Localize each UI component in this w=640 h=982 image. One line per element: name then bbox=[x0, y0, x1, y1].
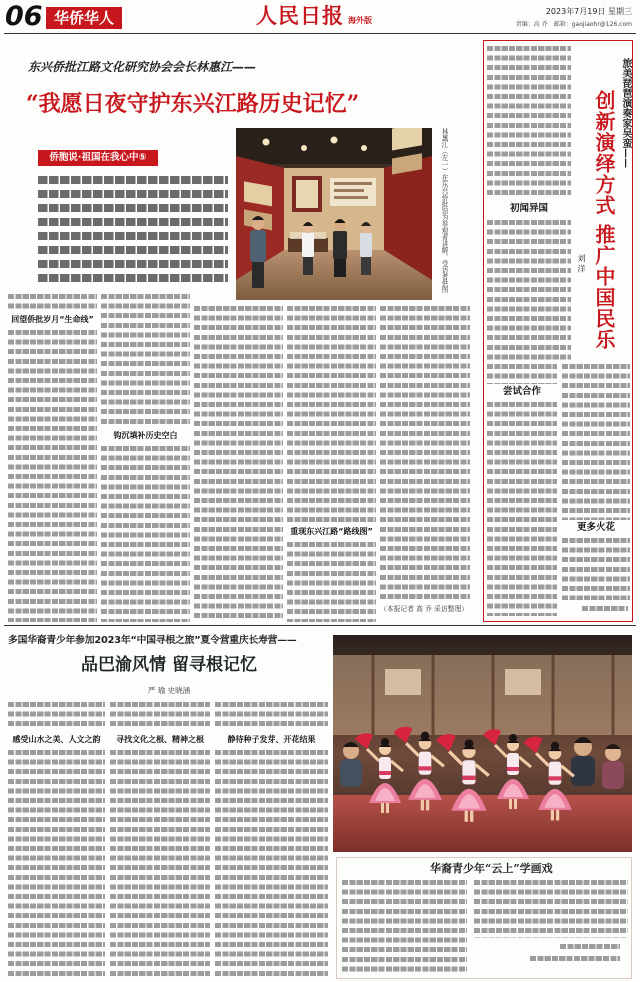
article-body-text bbox=[8, 330, 97, 622]
article-body-text bbox=[8, 702, 105, 730]
article-body-text bbox=[287, 542, 376, 622]
article-body-text bbox=[487, 364, 557, 384]
sidebar-body-text bbox=[342, 880, 467, 974]
article-divider bbox=[4, 625, 636, 626]
bottom-article-photo bbox=[333, 635, 632, 852]
sidebar-photo-credit bbox=[560, 944, 620, 949]
sidebar-body-text bbox=[474, 880, 628, 938]
article-body-text bbox=[215, 702, 328, 730]
article-body-text bbox=[562, 538, 630, 600]
article-body-text bbox=[8, 294, 97, 312]
top-article-title: “我愿日夜守护东兴江路历史记忆” bbox=[26, 91, 360, 117]
editor-line: 责编：高 乔 邮箱：gaojiaohr@126.com bbox=[515, 21, 632, 28]
masthead: 人民日报 bbox=[256, 3, 344, 28]
article-body-text bbox=[487, 220, 571, 360]
top-photo-caption: 林惠江（左一）在东兴侨批馆为参观者讲解。受访者供图 bbox=[440, 128, 448, 293]
bottom-article-author: 严 瑜 史晓涵 bbox=[147, 686, 191, 695]
visitor-figure bbox=[360, 222, 372, 275]
guide-figure bbox=[302, 222, 314, 275]
top-article-byline: （本报记者 高 乔 采访整理） bbox=[380, 605, 469, 613]
article-body-text bbox=[110, 702, 210, 730]
issue-date: 2023年7月19日 星期三 bbox=[545, 7, 632, 16]
article-body-text bbox=[380, 306, 470, 602]
section-heading: 钩沉填补历史空白 bbox=[113, 431, 178, 440]
section-heading: 感受山水之美、人文之韵 bbox=[12, 735, 101, 744]
side-article-author: 刘 洋 bbox=[577, 254, 586, 273]
museum-hall-photo bbox=[236, 128, 432, 300]
side-article-title-line2: 推广中国民乐 bbox=[592, 224, 616, 350]
article-body-text bbox=[287, 306, 376, 524]
article-body-text bbox=[215, 750, 328, 980]
sidebar-photo-credit bbox=[530, 956, 620, 961]
top-article-photo bbox=[236, 128, 432, 300]
side-article-quote bbox=[487, 46, 571, 198]
masthead-edition: 海外版 bbox=[348, 15, 372, 25]
article-body-text bbox=[101, 294, 190, 428]
article-body-text bbox=[562, 364, 630, 520]
side-article-title-line1: 创新演绎方式 bbox=[592, 90, 616, 216]
article-body-text bbox=[487, 402, 557, 616]
section-heading: 寻找文化之根、精神之根 bbox=[116, 735, 204, 744]
header-rule bbox=[4, 33, 636, 34]
page-number: 06 bbox=[5, 1, 43, 32]
top-article-intro bbox=[38, 176, 228, 288]
bottom-article-title: 品巴渝风情 留寻根记忆 bbox=[81, 655, 257, 675]
section-heading: 重现东兴江路“路线图” bbox=[290, 527, 373, 536]
column-badge: 侨胞说·祖国在我心中⑤ bbox=[38, 150, 158, 166]
sidebar-title: 华裔青少年“云上”学画戏 bbox=[430, 862, 553, 875]
article-body-text bbox=[110, 750, 210, 980]
section-heading: 回望侨批岁月“生命线” bbox=[11, 315, 94, 324]
section-heading: 更多火花 bbox=[576, 522, 615, 533]
top-article-kicker: 东兴侨批江路文化研究协会会长林惠江—— bbox=[28, 60, 257, 74]
section-heading: 尝试合作 bbox=[502, 386, 541, 397]
stage-dance-photo bbox=[333, 635, 632, 852]
bottom-article-kicker: 多国华裔青少年参加2023年“中国寻根之旅”夏令营重庆长寿营—— bbox=[8, 635, 297, 646]
section-heading: 初闻异国 bbox=[509, 203, 548, 214]
article-body-text bbox=[8, 750, 105, 980]
article-body-text bbox=[194, 306, 283, 622]
side-article-kicker: 旅美琵琶演奏家吴蛮—— bbox=[620, 58, 631, 168]
section-heading: 静待种子发芽、开花结果 bbox=[227, 735, 316, 744]
side-article-credit bbox=[582, 606, 628, 611]
article-body-text bbox=[101, 446, 190, 622]
section-tag: 华侨华人 bbox=[46, 7, 122, 29]
